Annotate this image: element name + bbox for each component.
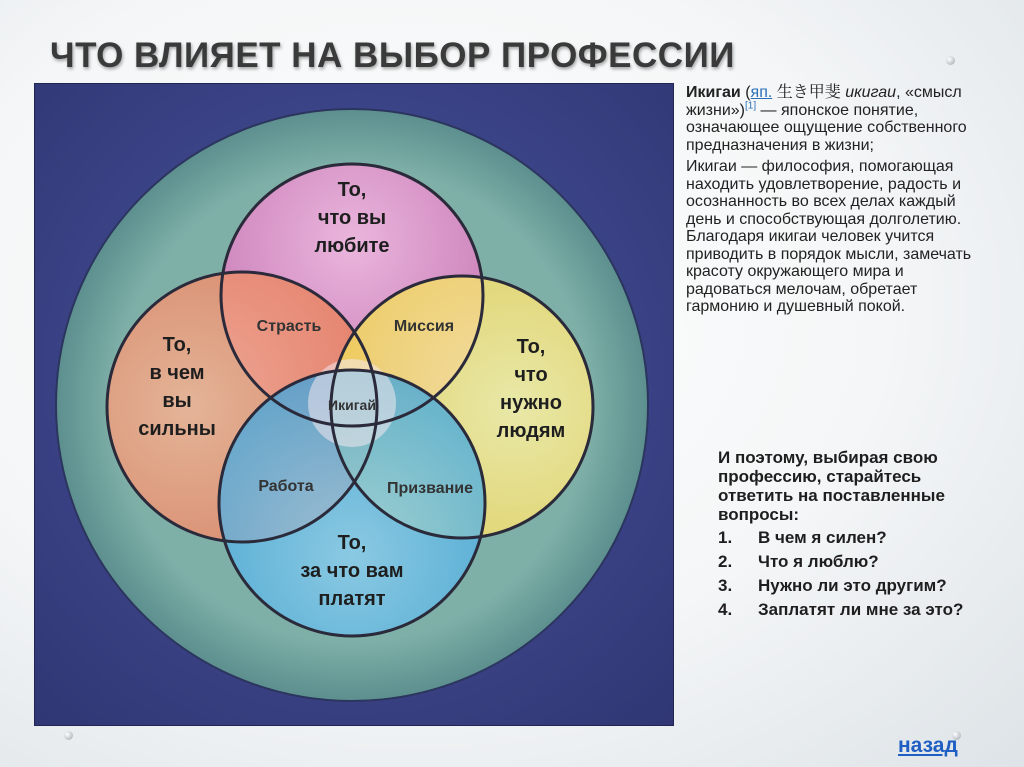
kanji-text: 生き甲斐 xyxy=(772,84,846,101)
label-left-line: в чем xyxy=(149,362,205,384)
advice-block xyxy=(718,448,998,624)
list-item-number: 2. xyxy=(718,552,733,571)
list-item xyxy=(718,576,998,595)
definition-paragraph xyxy=(686,84,986,154)
label-bottom-line: платят xyxy=(318,588,386,610)
list-item-number: 1. xyxy=(718,528,733,547)
list-item-text: Что я люблю? xyxy=(758,552,879,571)
label-right-line: что xyxy=(514,364,548,386)
list-item-number: 3. xyxy=(718,576,733,595)
overlap-label-ikigai: Икигай xyxy=(328,397,376,413)
ikigai-venn-svg xyxy=(34,83,674,726)
list-item xyxy=(718,600,998,619)
label-top-line: То, xyxy=(337,179,367,201)
slide-title: ЧТО ВЛИЯЕТ НА ВЫБОР ПРОФЕССИИ xyxy=(50,36,735,75)
list-item xyxy=(718,552,998,571)
back-link[interactable]: назад xyxy=(898,734,958,757)
slide-pin-bottom-left xyxy=(64,731,73,740)
overlap-label-profession: Работа xyxy=(258,478,314,495)
paren-open: ( xyxy=(740,84,751,101)
label-right-line: людям xyxy=(496,420,566,442)
label-left-line: сильны xyxy=(138,418,216,440)
label-left-line: То, xyxy=(162,334,192,356)
language-link[interactable]: яп. xyxy=(750,84,773,101)
overlap-label-vocation: Призвание xyxy=(387,480,473,497)
label-right-line: То, xyxy=(516,336,546,358)
meaning-text: , «смысл жизни») xyxy=(686,84,962,119)
footnote-link[interactable]: [1] xyxy=(744,100,757,112)
overlap-label-passion: Страсть xyxy=(256,318,322,335)
philosophy-paragraph: Икигаи — философия, помогающая находить удовлетворение, радость и осознанность во всех делах каждый день и способствующая долголетию. Благодаря икигаи человек учится приводить в порядок мысли, замечать красоту окружающего мира и радоваться мелочам, обретает гармонию и душевный покой. xyxy=(686,158,972,315)
label-bottom-line: за что вам xyxy=(300,560,404,582)
label-left-line: вы xyxy=(162,390,192,412)
advice-intro: И поэтому, выбирая свою профессию, старайтесь ответить на поставленные вопросы: xyxy=(718,448,945,524)
label-top-line: что вы xyxy=(317,207,387,229)
romaji-text: икигаи xyxy=(845,84,897,101)
label-right-line: нужно xyxy=(500,392,562,414)
term-ikigai: Икигаи xyxy=(686,84,741,101)
label-top-line: любите xyxy=(314,235,390,257)
questions-list xyxy=(718,528,998,619)
list-item-text: В чем я силен? xyxy=(758,528,887,547)
list-item-number: 4. xyxy=(718,600,733,619)
list-item xyxy=(718,528,998,547)
definition-text: — японское понятие, означающее ощущение собственного предназначения в жизни; xyxy=(686,101,967,154)
slide-pin-top xyxy=(946,56,955,65)
ikigai-description xyxy=(686,84,986,320)
list-item-text: Нужно ли это другим? xyxy=(758,576,947,595)
list-item-text: Заплатят ли мне за это? xyxy=(758,600,964,619)
ikigai-diagram xyxy=(34,83,674,726)
label-bottom-line: То, xyxy=(337,532,367,554)
overlap-label-mission: Миссия xyxy=(393,318,455,335)
